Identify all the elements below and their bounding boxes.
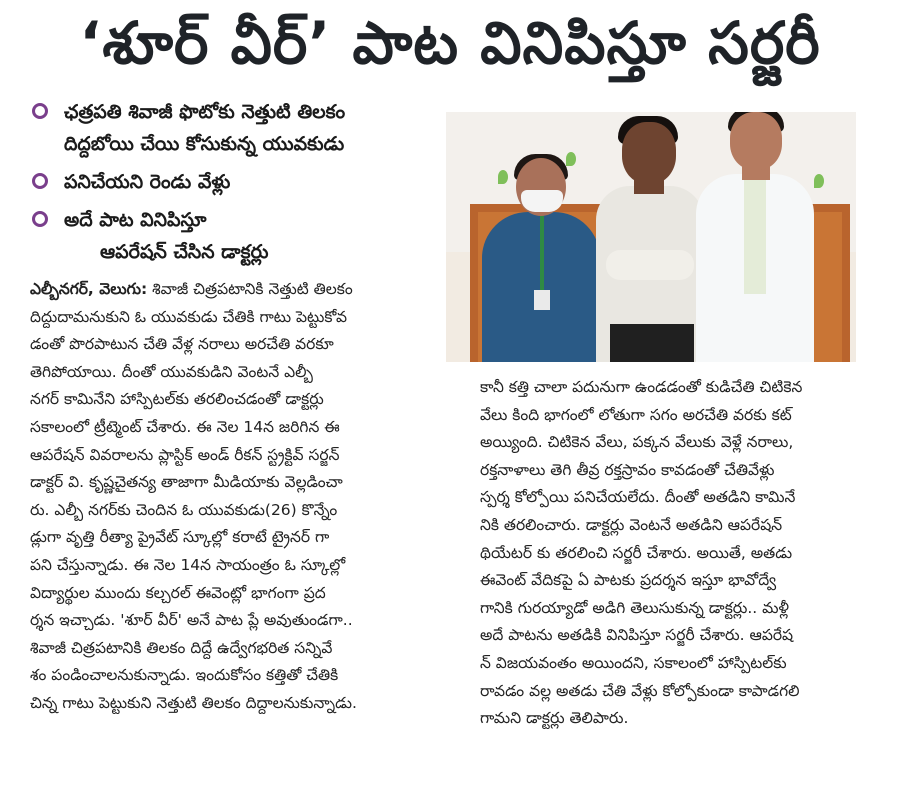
- article-line: డ్లుగా వృత్తి రీత్యా ప్రైవేట్ స్కూల్లో కరాటే ట్రైనర్ గా: [30, 528, 330, 547]
- highlight-item: [28, 96, 448, 160]
- article-line: డంతో పొరపాటున చేతి వేళ్ల నరాలు అరచేతి వరకూ: [30, 335, 334, 354]
- article-column-right: [480, 374, 880, 733]
- article-line-text: శివాజీ చిత్రపటానికి నెత్తుటి తిలకం: [147, 280, 353, 298]
- highlight-item: [28, 166, 448, 198]
- article-line: న్ విజయవంతం అయిందని, సకాలంలో హాస్పిటల్‌కు: [480, 653, 787, 672]
- article-line: ఆపరేషన్ వివరాలను ప్లాస్టిక్ అండ్ రీకన్ స్ట్రక్టివ్ సర్జన్: [30, 445, 340, 464]
- article-line: వేలు కింది భాగంలో లోతుగా సగం అరచేతి వరకు కట్: [480, 405, 792, 424]
- highlight-line: ఆపరేషన్ చేసిన డాక్టర్లు: [100, 241, 269, 263]
- highlight-line: ఛత్రపతి శివాజీ ఫొటోకు నెత్తుటి తిలకం: [64, 101, 346, 123]
- highlight-line: దిద్దబోయి చేయి కోసుకున్న యువకుడు: [64, 133, 345, 155]
- highlight-line: పనిచేయని రెండు వేళ్లు: [64, 171, 231, 193]
- bullet-ring-icon: [32, 103, 48, 119]
- article-line: స్పర్శ కోల్పోయి పనిచేయలేదు. దీంతో అతడిని కామినే: [480, 488, 796, 507]
- patient-head: [622, 122, 676, 184]
- bullet-ring-icon: [32, 173, 48, 189]
- highlight-line: అదే పాట వినిపిస్తూ: [64, 209, 207, 231]
- article-line: చిన్న గాటు పెట్టుకుని నెత్తుటి తిలకం దిద్దాలనుకున్నాడు.: [30, 693, 357, 712]
- article-line: సకాలంలో ట్రీట్మెంట్ చేశారు. ఈ నెల 14న జరిగిన ఈ: [30, 417, 340, 436]
- article-line: ర్శన ఇచ్చాడు. 'శూర్ వీర్' అనే పాట ప్లే అవుతుండగా..: [30, 611, 353, 630]
- article-column-left: [30, 276, 442, 718]
- article-line: రు. ఎల్బీ నగర్‌కు చెందిన ఓ యువకుడు(26) కొన్నేం: [30, 500, 338, 519]
- article-line: అయ్యింది. చిటికెన వేలు, పక్కన వేలుకు వెళ్లే నరాలు,: [480, 433, 794, 452]
- patient-bandaged-arm: [606, 250, 694, 280]
- nurse-mask: [521, 190, 563, 212]
- article-line: థియేటర్ కు తరలించి సర్జరీ చేశారు. అయితే, అతడు: [480, 543, 793, 562]
- article-line: తెగిపోయాయి. దీంతో యువకుడిని వెంటనే ఎల్బీ: [30, 362, 313, 381]
- article-line: పని చేస్తున్నాడు. ఈ నెల 14న సాయంత్రం ఓ స్కూల్లో: [30, 555, 346, 574]
- article-line: [30, 276, 442, 304]
- article-line: గామని డాక్టర్లు తెలిపారు.: [480, 709, 629, 728]
- article-line: రావడం వల్ల అతడు చేతి వేళ్లు కోల్పోకుండా కాపాడగలి: [480, 681, 800, 700]
- article-line: నికి తరలించారు. డాక్టర్లు వెంటనే అతడిని ఆపరేషన్: [480, 515, 783, 534]
- news-photo: [446, 112, 856, 362]
- highlight-item: [28, 204, 448, 268]
- article-line: దిద్దుదామనుకుని ఓ యువకుడు చేతికి గాటు పెట్టుకోవ: [30, 307, 347, 326]
- lanyard: [540, 216, 544, 290]
- dateline: ఎల్బీనగర్, వెలుగు:: [30, 280, 148, 298]
- leaf-icon: [566, 152, 576, 166]
- highlights-list: [28, 96, 448, 274]
- bullet-ring-icon: [32, 211, 48, 227]
- article-line: డాక్టర్ వి. కృష్ణచైతన్య తాజాగా మీడియాకు వెల్లడించా: [30, 473, 343, 492]
- article-line: అదే పాటను అతడికి వినిపిస్తూ సర్జరీ చేశారు. ఆపరేష: [480, 626, 794, 645]
- article-line: శివాజీ చిత్రపటానికి తిలకం దిద్దే ఉద్వేగభరిత సన్నివే: [30, 638, 333, 657]
- id-badge: [534, 290, 550, 310]
- doctor-shirt: [744, 174, 766, 294]
- leaf-icon: [814, 174, 824, 188]
- article-line: ఈవెంట్ వేదికపై ఏ పాటకు ప్రదర్శన ఇస్తూ భావోద్వే: [480, 571, 777, 590]
- patient-pants: [610, 324, 694, 362]
- article-line: విద్యార్థుల ముందు కల్చరల్ ఈవెంట్లో భాగంగా ప్రద: [30, 583, 326, 602]
- leaf-icon: [498, 170, 508, 184]
- article-line: కానీ కత్తి చాలా పదునుగా ఉండడంతో కుడిచేతి చిటికెన: [480, 378, 803, 396]
- article-line: శం పండించాలనుకున్నాడు. ఇందుకోసం కత్తితో చేతికి: [30, 666, 339, 685]
- article-line: గానికి గురయ్యాడో అడిగి తెలుసుకున్న డాక్టర్లు.. మళ్లీ: [480, 598, 789, 617]
- article-line: నగర్ కామినేని హాస్పిటల్‌కు తరలించడంతో డాక్టర్లు: [30, 390, 324, 409]
- doctor-head: [730, 112, 782, 170]
- headline: ‘శూర్ వీర్’ పాట వినిపిస్తూ సర్జరీ: [79, 8, 821, 77]
- article-line: రక్తనాళాలు తెగి తీవ్ర రక్తస్రావం కావడంతో చేతివేళ్లు: [480, 460, 775, 479]
